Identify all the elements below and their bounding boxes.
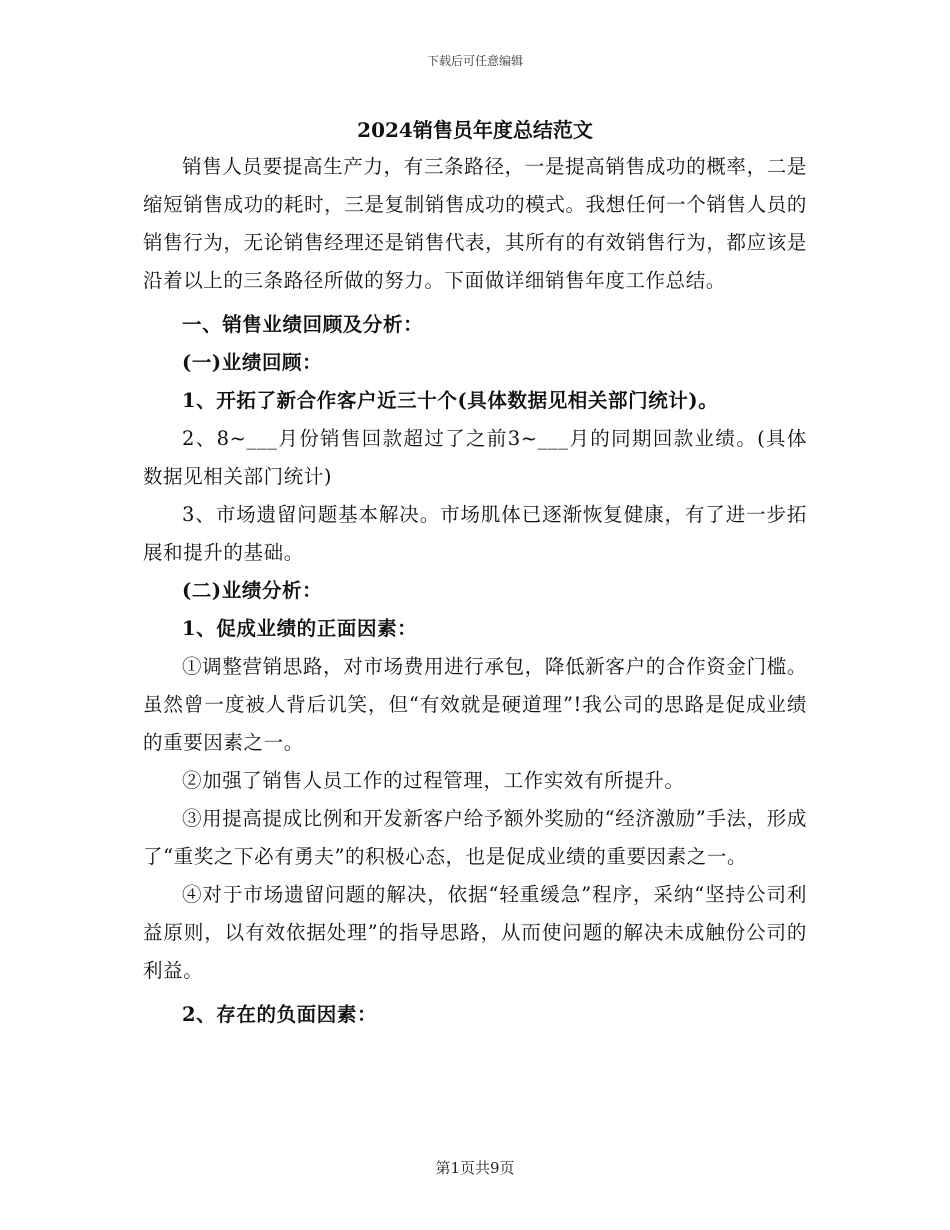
list-heading: 1、促成业绩的正面因素：: [182, 617, 418, 640]
subsection-heading: (一)业绩回顾：: [182, 351, 323, 374]
list-item: 1、开拓了新合作客户近三十个(具体数据见相关部门统计)。: [182, 389, 719, 412]
list-item: ①调整营销思路，对市场费用进行承包，降低新客户的合作资金门槛。虽然曾一度被人背后讥笑，但“有效就是硬道理”!我公司的思路是促成业绩的重要因素之一。: [143, 655, 807, 754]
list-item: 2、8~___月份销售回款超过了之前3~___月的同期回款业绩。(具体数据见相关部门统计): [143, 427, 807, 488]
list-heading: 2、存在的负面因素：: [182, 1003, 378, 1026]
list-item: ④对于市场遗留问题的解决，依据“轻重缓急”程序，采纳“坚持公司利益原则，以有效依据处理”的指导思路，从而使问题的解决未成触份公司的利益。: [143, 883, 807, 982]
list-item: ③用提高提成比例和开发新客户给予额外奖励的“经济激励”手法，形成了“重奖之下必有勇夫”的积极心态，也是促成业绩的重要因素之一。: [143, 807, 807, 868]
page-number: 第1页共9页: [435, 1159, 515, 1177]
document-title: 2024销售员年度总结范文: [357, 118, 593, 142]
list-item: 3、市场遗留问题基本解决。市场肌体已逐渐恢复健康，有了进一步拓展和提升的基础。: [143, 503, 807, 564]
intro-paragraph: 销售人员要提高生产力，有三条路径，一是提高销售成功的概率，二是缩短销售成功的耗时，三是复制销售成功的模式。我想任何一个销售人员的销售行为，无论销售经理还是销售代表，其所有的有效销售行为，都应该是沿着以上的三条路径所做的努力。下面做详细销售年度工作总结。: [143, 155, 807, 292]
page-header-note: 下载后可任意编辑: [426, 54, 523, 68]
section-heading: 一、销售业绩回顾及分析：: [182, 313, 424, 336]
subsection-heading: (二)业绩分析：: [182, 579, 323, 602]
list-item: ②加强了销售人员工作的过程管理，工作实效有所提升。: [182, 769, 685, 792]
document-body: [143, 148, 807, 1034]
